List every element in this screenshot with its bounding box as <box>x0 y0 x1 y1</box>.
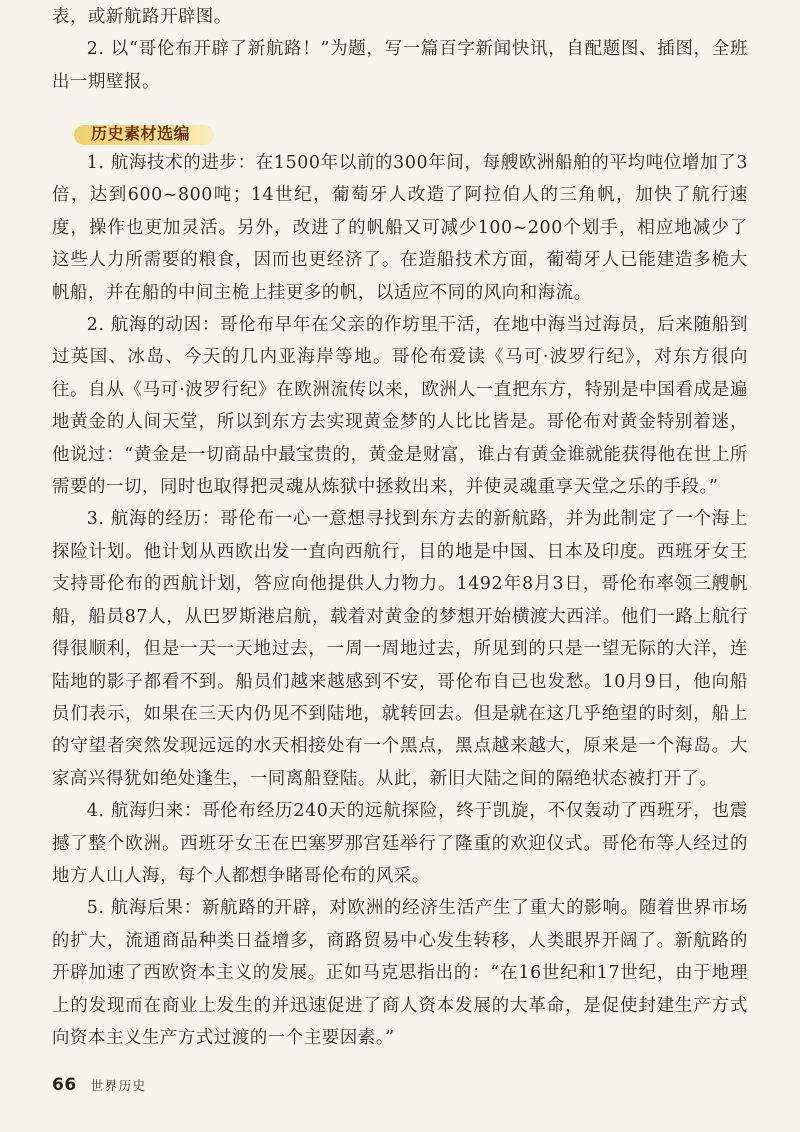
exercise-block <box>52 1 748 98</box>
section-heading <box>74 120 216 148</box>
page-number: 66 <box>52 1075 77 1095</box>
paragraph-navigation-technology: 1. 航海技术的进步：在1500年以前的300年间，每艘欧洲船舶的平均吨位增加了3倍，达到600~800吨；14世纪，葡萄牙人改造了阿拉伯人的三角帆，加快了航行速度，操作也更加灵活。另外，改进了的帆船又可减少100~200个划手，相应地减少了这些人力所需要的粮食，因而也更经济了。在造船技术方面，葡萄牙人已能建造多桅大帆船，并在船的中间主桅上挂更多的帆，以适应不同的风向和海流。 <box>52 153 748 303</box>
paragraph-voyage: 3. 航海的经历：哥伦布一心一意想寻找到东方去的新航路，并为此制定了一个海上探险计划。他计划从西欧出发一直向西航行，目的地是中国、日本及印度。西班牙女王支持哥伦布的西航计划，答应向他提供人力物力。1492年8月3日，哥伦布率领三艘帆船，船员87人，从巴罗斯港启航，载着对黄金的梦想开始横渡大西洋。他们一路上航行得很顺利，但是一天一天地过去，一周一周地过去，所见到的只是一望无际的大洋，连陆地的影子都看不到。船员们越来越感到不安，哥伦布自己也发愁。10月9日，他向船员们表示，如果在三天内仍见不到陆地，就转回去。但是就在这几乎绝望的时刻，船上的守望者突然发现远远的水天相接处有一个黑点，黑点越来越大，原来是一个海岛。大家高兴得犹如绝处逢生，一同离船登陆。从此，新旧大陆之间的隔绝状态被打开了。 <box>52 509 748 789</box>
paragraph-return: 4. 航海归来：哥伦布经历240天的远航探险，终于凯旋，不仅轰动了西班牙，也震撼了整个欧洲。西班牙女王在巴塞罗那宫廷举行了隆重的欢迎仪式。哥伦布等人经过的地方人山人海，每个人都想争睹哥伦布的风采。 <box>52 801 748 886</box>
page-footer <box>52 1075 147 1099</box>
section-heading-label: 历史素材选编 <box>91 124 191 143</box>
history-materials <box>52 147 748 1054</box>
book-title: 世界历史 <box>90 1078 147 1093</box>
paragraph-consequences: 5. 航海后果：新航路的开辟，对欧洲的经济生活产生了重大的影响。随着世界市场的扩大，流通商品种类日益增多，商路贸易中心发生转移，人类眼界开阔了。新航路的开辟加速了西欧资本主义的发展。正如马克思指出的：“在16世纪和17世纪，由于地理上的发现而在商业上发生的并迅速促进了商人资本发展的大革命，是促使封建生产方式向资本主义生产方式过渡的一个主要因素。” <box>52 898 748 1048</box>
exercise-item-2: 2. 以“哥伦布开辟了新航路！”为题，写一篇百字新闻快讯，自配题图、插图，全班出一期壁报。 <box>52 39 748 92</box>
textbook-page <box>52 0 748 1132</box>
exercise-tail-line: 表，或新航路开辟图。 <box>52 7 232 27</box>
paragraph-motivation: 2. 航海的动因：哥伦布早年在父亲的作坊里干活，在地中海当过海员，后来随船到过英国、冰岛、今天的几内亚海岸等地。哥伦布爱读《马可·波罗行纪》，对东方很向往。自从《马可·波罗行纪》在欧洲流传以来，欧洲人一直把东方，特别是中国看成是遍地黄金的人间天堂，所以到东方去实现黄金梦的人比比皆是。哥伦布对黄金特别着迷，他说过：“黄金是一切商品中最宝贵的，黄金是财富，谁占有黄金谁就能获得他在世上所需要的一切，同时也取得把灵魂从炼狱中拯救出来，并使灵魂重享天堂之乐的手段。” <box>52 315 748 498</box>
